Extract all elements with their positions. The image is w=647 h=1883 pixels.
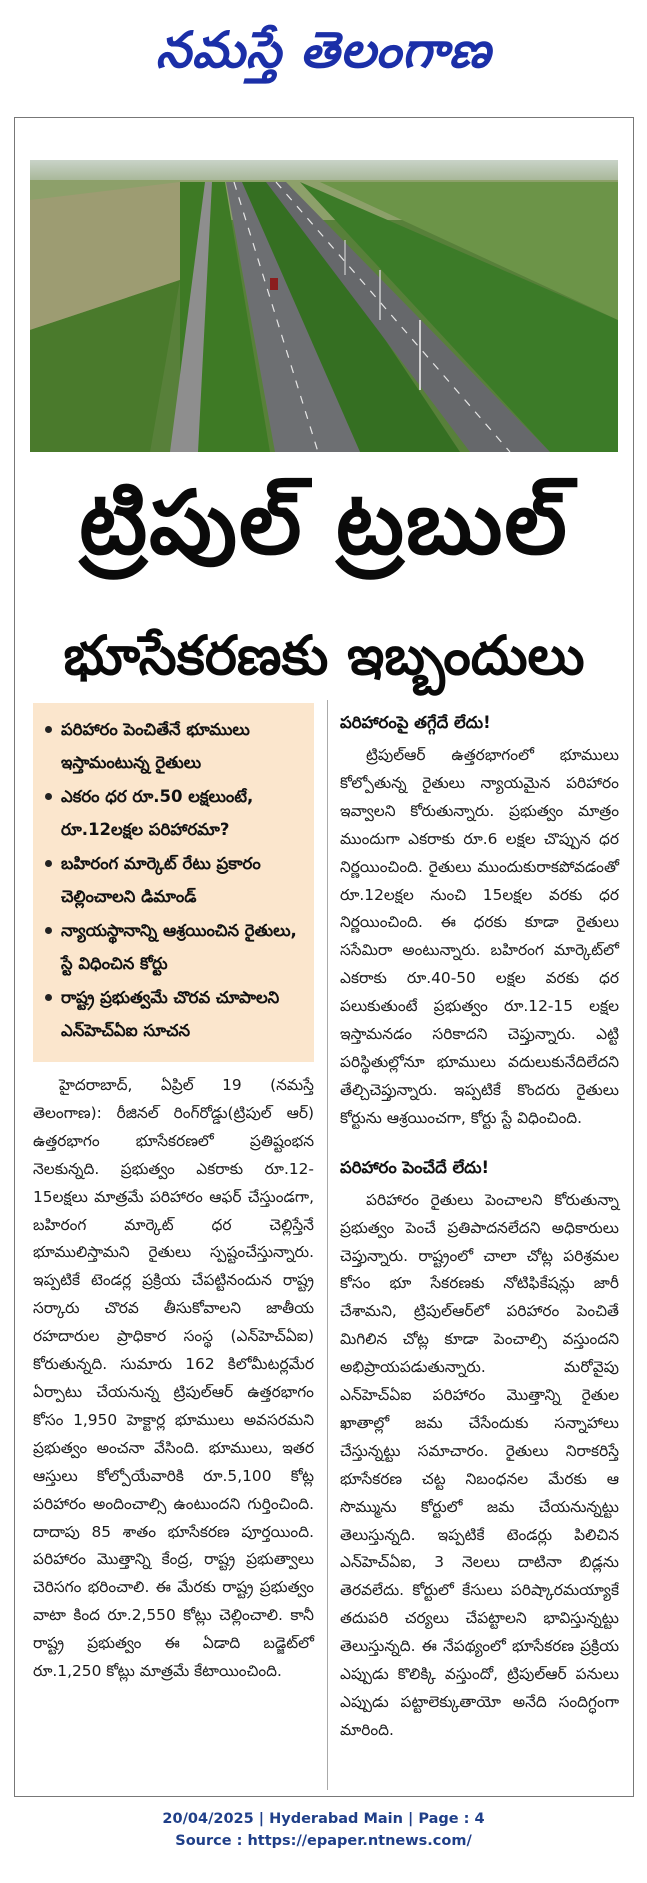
section-heading: పరిహారంపై తగ్గేదే లేదు! [340, 713, 491, 732]
section-heading: పరిహారం పెంచేదే లేదు! [340, 1157, 490, 1177]
highlight-item: పరిహారం పెంచితేనే భూములు ఇస్తామంటున్న రైతులు [41, 713, 306, 779]
body-paragraph: ట్రిపుల్‌ఆర్ ఉత్తరభాగంలో భూములు కోల్పోతున్న రైతులు న్యాయమైన పరిహారం ఇవ్వాలని కోరుతున్నారు. ప్రభుత్వం మాత్రం ముందుగా ఎకరాకు రూ.6 లక్షల చొప్పున ధర నిర్ణయించింది. రైతులు ముందుకురాకపోవడంతో రూ.12లక్షల నుంచి 15లక్షల వరకు ధర నిర్ణయించింది. ఈ ధరకు కూడా రైతులు ససేమిరా అంటున్నారు. బహిరంగ మార్కెట్‌లో ఎకరాకు రూ.40-50 లక్షల వరకు ధర పలుకుతుంటే ప్రభుత్వం రూ.12-15 లక్షల ఇస్తామనడం సరికాదని చెప్తున్నారు. ఎట్టి పరిస్థితుల్లోనూ భూములు వదులుకునేదిలేదని తేల్చిచెప్తున్నారు. ఇప్పటికే కొందరు రైతులు కోర్టును ఆశ్రయించగా, కోర్టు స్టే విధించింది. [340, 746, 619, 1127]
page-footer [0, 1808, 647, 1852]
highway-photo [30, 160, 618, 452]
highlight-item: రాష్ట్ర ప్రభుత్వమే చొరవ చూపాలని ఎన్‌హెచ్‌ఏఐ సూచన [41, 981, 306, 1047]
highlights-box [33, 703, 314, 1062]
headline: ట్రిపుల్ ట్రబుల్ [79, 471, 569, 574]
edition-info: 20/04/2025 | Hyderabad Main | Page : 4 [162, 1811, 485, 1827]
source-link[interactable]: Source : https://epaper.ntnews.com/ [175, 1833, 472, 1849]
highlight-item: బహిరంగ మార్కెట్ రేటు ప్రకారం చెల్లించాలని డిమాండ్ [41, 847, 306, 913]
body-paragraph: హైదరాబాద్, ఏప్రిల్ 19 (నమస్తే తెలంగాణ): రీజినల్ రింగ్‌రోడ్డు(ట్రిపుల్ ఆర్) ఉత్తరభాగం భూసేకరణలో ప్రతిష్టంభన నెలకున్నది. ప్రభుత్వం ఎకరాకు రూ.12-15లక్షలు మాత్రమే పరిహారం ఆఫర్ చేస్తుండగా, బహిరంగ మార్కెట్ ధర చెల్లిస్తేనే భూములిస్తామని రైతులు స్పష్టంచేస్తున్నారు. ఇప్పటికే టెండర్ల ప్రక్రియ చేపట్టినందున రాష్ట్ర సర్కారు చొరవ తీసుకోవాలని జాతీయ రహదారుల ప్రాధికార సంస్థ (ఎన్‌హెచ్‌ఏఐ) కోరుతున్నది. సుమారు 162 కిలోమీటర్లమేర ఏర్పాటు చేయనున్న ట్రిపుల్‌ఆర్ ఉత్తరభాగం కోసం 1,950 హెక్టార్ల భూములు అవసరమని ప్రభుత్వం అంచనా వేసింది. భూములు, ఇతర ఆస్తులు కోల్పోయేవారికి రూ.5,100 కోట్ల పరిహారం అందించాల్సి ఉంటుందని గుర్తించింది. దాదాపు 85 శాతం భూసేకరణ పూర్తయింది. పరిహారం మొత్తాన్ని కేంద్ర, రాష్ట్ర ప్రభుత్వాలు చెరిసగం భరించాలి. ఈ మేరకు రాష్ట్ర ప్రభుత్వం వాటా కింద రూ.2,550 కోట్లు చెల్లించాలి. కానీ రాష్ట్ర ప్రభుత్వం ఈ ఏడాది బడ్జెట్‌లో రూ.1,250 కోట్లు మాత్రమే కేటాయించింది. [33, 1076, 314, 1681]
article-body-right [340, 708, 619, 1745]
body-paragraph: పరిహారం రైతులు పెంచాలని కోరుతున్నా ప్రభుత్వం పెంచే ప్రతిపాదనలేదని అధికారులు చెప్తున్నారు. రాష్ట్రంలో చాలా చోట్ల పరిశ్రమల కోసం భూ సేకరణకు నోటిఫికేషన్లు జారీ చేశామని, ట్రిపుల్‌ఆర్‌లో పరిహారం పెంచితే మిగిలిన చోట్ల కూడా పెంచాల్సి వస్తుందని అభిప్రాయపడుతున్నారు. మరోవైపు ఎన్‌హెచ్‌ఏఐ పరిహారం మొత్తాన్ని రైతుల ఖాతాల్లో జమ చేసేందుకు సన్నాహాలు చేస్తున్నట్టు సమాచారం. రైతులు నిరాకరిస్తే భూసేకరణ చట్ట నిబంధనల మేరకు ఆ సొమ్మును కోర్టులో జమ చేయనున్నట్టు తెలుస్తున్నది. ఇప్పటికే టెండర్లు పిలిచిన ఎన్‌హెచ్‌ఏఐ, 3 నెలలు దాటినా బిడ్లను తెరవలేదు. కోర్టులో కేసులు పరిష్కారమయ్యాకే తదుపరి చర్యలు చేపట్టాలని భావిస్తున్నట్టు తెలుస్తున్నది. ఈ నేపథ్యంలో భూసేకరణ ప్రక్రియ ఎప్పుడు కొలిక్కి వస్తుందో, ట్రిపుల్‌ఆర్ పనులు ఎప్పుడు పట్టాలెక్కుతాయో అనేది సందిగ్ధంగా మారింది. [340, 1190, 619, 1739]
highlight-item: ఎకరం ధర రూ.50 లక్షలుంటే, రూ.12లక్షల పరిహారమా? [41, 780, 306, 846]
masthead [0, 0, 647, 112]
newspaper-title: నమస్తే తెలంగాణ [155, 20, 492, 79]
column-divider [327, 700, 328, 1790]
article-body-left [33, 1072, 314, 1686]
subheadline: భూసేకరణకు ఇబ్బందులు [63, 624, 585, 687]
highlight-item: న్యాయస్థానాన్ని ఆశ్రయించిన రైతులు, స్టే విధించిన కోర్టు [41, 914, 306, 980]
highlights-list [41, 713, 306, 1047]
